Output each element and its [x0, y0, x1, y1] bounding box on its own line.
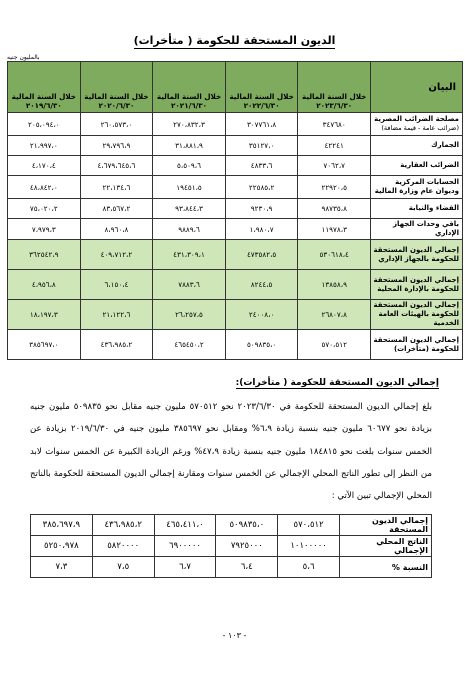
- table-cell: ٣١،٨٨١،٩: [153, 136, 226, 156]
- table-cell: ٥،٦: [278, 557, 340, 578]
- table-row: [8, 330, 463, 360]
- table-cell: ٥،٥٠٩،٦: [153, 156, 226, 176]
- table-cell: ٣٥١٢٧،٠: [225, 136, 298, 156]
- table-cell: ١١٩٧٨،٣: [298, 219, 371, 240]
- table-cell: ٦،١٥٠،٤: [80, 270, 153, 300]
- table-cell: ٢٢٥٨٥،٢: [225, 176, 298, 199]
- row-label: إجمالي الديون المستحقة للحكومة بالجهاز الإداري: [371, 240, 463, 270]
- row-note: (ضرائب عامة - قيمة مضافة): [381, 124, 459, 132]
- table-cell: ٥٧٠،٥١٢: [278, 515, 340, 536]
- header-year: خلال السنة المالية ٢٠١٩/٦/٣٠: [8, 62, 81, 113]
- table-cell: ٨٢٤٤،٥: [225, 270, 298, 300]
- table-cell: ٢٢٩٢٠،٥: [298, 176, 371, 199]
- table-cell: ٤،١٧٠،٤: [8, 156, 81, 176]
- row-label: الضرائب العقارية: [371, 156, 463, 176]
- table-cell: ٤٨،٨٤٢،٠: [8, 176, 81, 199]
- table-cell: ٨٣،٥٦٧،٢: [80, 199, 153, 219]
- row-label: النسبة %: [340, 557, 432, 578]
- table-cell: ٩٣،٨٤٤،٣: [153, 199, 226, 219]
- table-cell: ١،٩٨٠،٧: [225, 219, 298, 240]
- table-row: [31, 536, 432, 557]
- table-cell: ٤٣٦،٩٨٥،٢: [92, 515, 154, 536]
- table-cell: ٦٩٠٠٠٠٠: [154, 536, 216, 557]
- table-cell: ٦،٧: [154, 557, 216, 578]
- table-header-row: [8, 62, 463, 113]
- table-cell: ٢٦٠،٥٧٣،٠: [80, 113, 153, 136]
- header-year: خلال السنة المالية ٢٠٢٠/٦/٣٠: [80, 62, 153, 113]
- table-cell: ٣٠٧٧٦١،٨: [225, 113, 298, 136]
- row-label: القضاء والنيابة: [371, 199, 463, 219]
- table-row: [8, 219, 463, 240]
- table-row: [31, 557, 432, 578]
- table-cell: ٩٨٧٣٥،٨: [298, 199, 371, 219]
- table-cell: ٥٠٩٨٣٥،٠: [225, 330, 298, 360]
- table-cell: ٧٥،٠٢٠،٢: [8, 199, 81, 219]
- table-cell: ٦،٤: [216, 557, 278, 578]
- table-row: [8, 156, 463, 176]
- table-row: [8, 300, 463, 330]
- table-cell: ٤٦٥٤٥٠،٢: [153, 330, 226, 360]
- arrears-table: [7, 61, 463, 360]
- table-cell: ٤٣٦،٩٨٥،٢: [80, 330, 153, 360]
- row-label: إجمالي الديون المستحقة للحكومة (متأخرات): [371, 330, 463, 360]
- table-cell: ٢٧٠،٨٣٢،٣: [153, 113, 226, 136]
- table-cell: ٤٦٥،٤١١،٠: [154, 515, 216, 536]
- table-cell: ٢٩،٧٩٦،٩: [80, 136, 153, 156]
- table-cell: ٢٦،٢٥٧،٥: [153, 300, 226, 330]
- table-cell: ٧٠٦٢،٧: [298, 156, 371, 176]
- table-cell: ٢١،١٢٢،٦: [80, 300, 153, 330]
- table-cell: ٧،٥: [92, 557, 154, 578]
- row-label: إجمالي الديون المستحقة: [340, 515, 432, 536]
- table-row: [8, 240, 463, 270]
- page-title: الديون المستحقة للحكومة ( متأخرات): [133, 34, 336, 47]
- table-row: [8, 270, 463, 300]
- table-cell: ٢١،٩٩٧،٠: [8, 136, 81, 156]
- table-cell: ٨،٩٦٠،٨: [80, 219, 153, 240]
- table-cell: ٣٦٢٥٤٢،٩: [8, 240, 81, 270]
- table-cell: ٣٨٥٦٩٧،٠: [8, 330, 81, 360]
- table-cell: ٢٢،١٣٤،٦: [80, 176, 153, 199]
- row-label: إجمالي الديون المستحقة للحكومة بالإدارة المحلية: [371, 270, 463, 300]
- table-row: [8, 199, 463, 219]
- table-row: [31, 515, 432, 536]
- header-description: البيان: [371, 62, 463, 113]
- table-row: [8, 176, 463, 199]
- row-label: مصلحة الضرائب المصرية (ضرائب عامة - قيمة مضافة): [371, 113, 463, 136]
- header-year: خلال السنة المالية ٢٠٢٢/٦/٣٠: [225, 62, 298, 113]
- table-cell: ٤،٩٥٦،٨: [8, 270, 81, 300]
- ratio-table: [30, 514, 432, 578]
- unit-note: بالمليون جنيه: [7, 54, 40, 61]
- table-cell: ٤٣١،٣٠٩،١: [153, 240, 226, 270]
- table-cell: ٧،٩٧٩،٣: [8, 219, 81, 240]
- table-cell: ٥٠٩٨٣٥،٠: [216, 515, 278, 536]
- table-cell: ٩٨٨٩،٦: [153, 219, 226, 240]
- table-cell: ٢٠٥،٠٩٤،٠: [8, 113, 81, 136]
- table-cell: ١٠١٠٠٠٠٠: [278, 536, 340, 557]
- table-cell: ٤،٦٧٩،٦٤٥،٦: [80, 156, 153, 176]
- table-cell: ٥٧٠،٥١٢: [298, 330, 371, 360]
- row-label: باقي وحدات الجهاز الإداري: [371, 219, 463, 240]
- row-label: الحسابات المركزية وديوان عام وزارة المالية: [371, 176, 463, 199]
- table-cell: ٢٦٨٠٧،٨: [298, 300, 371, 330]
- table-cell: ٥٨٢٠٠٠٠: [92, 536, 154, 557]
- body-paragraph: بلغ إجمالي الديون المستحقة للحكومة في ٢٠٢٣/٦/٣٠ نحو ٥٧٠٥١٢ مليون جنيه مقابل نحو ٥٠٩٨٣٥ مليون جنيه بزيادة نحو ٦٠٦٧٧ مليون جنيه بنسبة زيادة ٦،٩% ومقابل نحو ٣٨٥٦٩٧ مليون جنيه في ٢٠١٩/٦/٣٠ بزيادة عن الخمس سنوات بلغت نحو ١٨٤٨١٥ مليون جنيه بنسبة زيادة ٤٧،٩% ورغم الزيادة الكبيرة عن الخمس سنوات لابد من النظر إلى تطور الناتج المحلي الإجمالي عن الخمس سنوات ومقارنة إجمالي الديون المستحقة للحكومة بالناتج المحلي الإجمالي تبين الآتي :: [30, 402, 433, 502]
- table-cell: ٧،٣: [31, 557, 93, 578]
- table-cell: ٤٠٩،٧١٢،٢: [80, 240, 153, 270]
- page-number: - ١٠٣ -: [222, 631, 247, 640]
- table-cell: ٢٤٠٠٨،٠: [225, 300, 298, 330]
- row-label: إجمالي الديون المستحقة للحكومة بالهيئات العامة الخدمية: [371, 300, 463, 330]
- table-row: [8, 136, 463, 156]
- table-cell: ١٩٤٥١،٥: [153, 176, 226, 199]
- table-cell: ٤٢٢٤١: [298, 136, 371, 156]
- table-row: [8, 113, 463, 136]
- table-cell: ٣٤٧٦٨٠: [298, 113, 371, 136]
- table-cell: ٥٢٥٠،٩٧٨: [31, 536, 93, 557]
- table-cell: ٩٢٣٠،٩: [225, 199, 298, 219]
- table-cell: ٤٨٣٣،٦: [225, 156, 298, 176]
- table-cell: ٥٣٠٦١٨،٤: [298, 240, 371, 270]
- header-year: خلال السنة المالية ٢٠٢٣/٦/٣٠: [298, 62, 371, 113]
- table-cell: ٧٩٢٥٠٠٠: [216, 536, 278, 557]
- section-heading: إجمالي الديون المستحقة للحكومة ( متأخرات):: [235, 378, 439, 388]
- row-label: الجمارك: [371, 136, 463, 156]
- header-year: خلال السنة المالية ٢٠٢١/٦/٣٠: [153, 62, 226, 113]
- table-cell: ٣٨٥،٦٩٧،٩: [31, 515, 93, 536]
- table-cell: ٧٨٨٣،٦: [153, 270, 226, 300]
- table-cell: ١٨،١٩٧،٣: [8, 300, 81, 330]
- row-label: الناتج المحلي الإجمالي: [340, 536, 432, 557]
- table-cell: ١٣٨٥٨،٩: [298, 270, 371, 300]
- table-cell: ٤٧٣٥٨٢،٥: [225, 240, 298, 270]
